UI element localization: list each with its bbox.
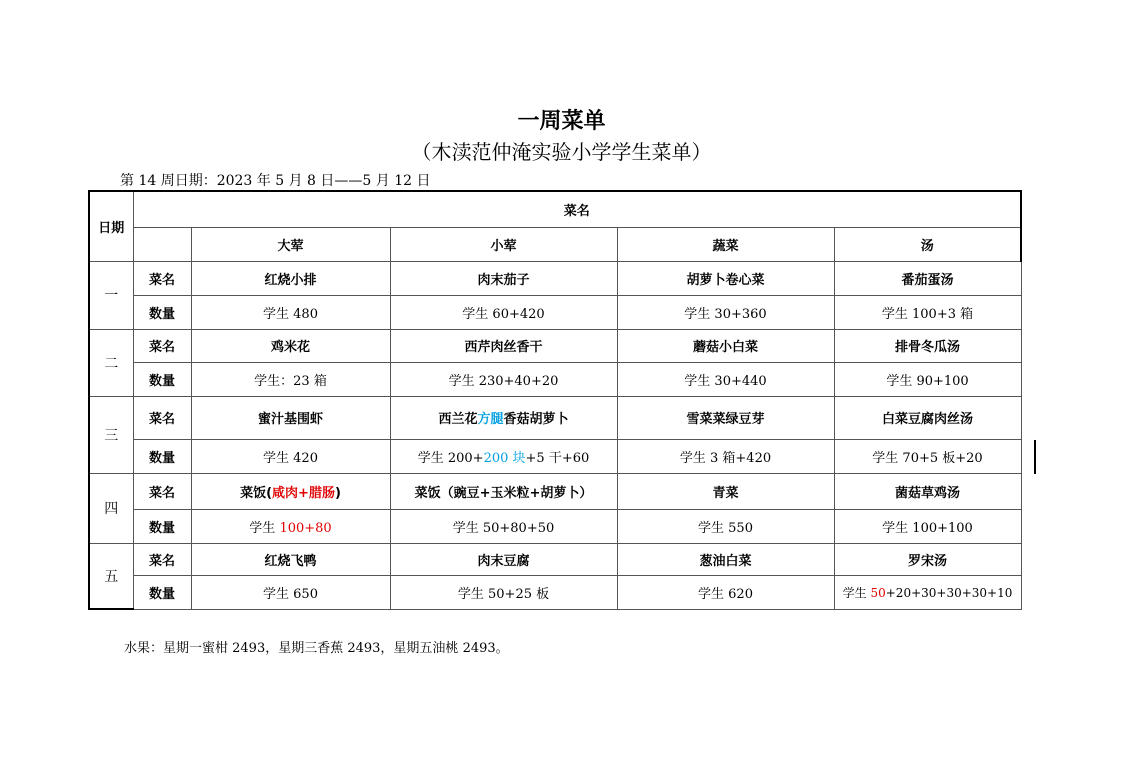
column-header-soup: 汤: [834, 227, 1021, 261]
dish-cell: 蜜汁基围虾: [191, 396, 390, 439]
fruit-line: 水果：星期一蜜柑 2493，星期三香蕉 2493，星期五油桃 2493。: [124, 641, 509, 656]
quantity-text: +20+30+30+30+10: [885, 585, 1013, 600]
dish-cell: 红烧小排: [191, 261, 390, 295]
quantity-cell: 学生 60+420: [390, 295, 617, 329]
dish-cell: 番茄蛋汤: [834, 261, 1021, 295]
row-label-dish: 菜名: [133, 329, 191, 362]
dish-cell: 菌菇草鸡汤: [834, 473, 1021, 509]
quantity-highlight-text: 200 块: [483, 450, 526, 466]
column-header-main-meat: 大荤: [191, 227, 390, 261]
quantity-cell: [834, 575, 1021, 609]
dish-cell: 雪菜菜绿豆芽: [617, 396, 834, 439]
quantity-cell: 学生 50+80+50: [390, 509, 617, 543]
quantity-cell: 学生 30+440: [617, 362, 834, 396]
quantity-cell: 学生 650: [191, 575, 390, 609]
blank-header-cell: [133, 227, 191, 261]
dish-cell: 胡萝卜卷心菜: [617, 261, 834, 295]
row-label-quantity: 数量: [133, 509, 191, 543]
dish-cell: 西芹肉丝香干: [390, 329, 617, 362]
quantity-cell: 学生 480: [191, 295, 390, 329]
row-label-dish: 菜名: [133, 473, 191, 509]
text-cursor: [1034, 440, 1036, 474]
quantity-cell: [390, 439, 617, 473]
quantity-text: 学生: [842, 585, 871, 600]
menu-header: 菜名: [133, 191, 1021, 227]
dish-cell: 白菜豆腐肉丝汤: [834, 396, 1021, 439]
week-date-line: 第 14 周日期：2023 年 5 月 8 日——5 月 12 日: [120, 173, 431, 189]
quantity-cell: 学生 230+40+20: [390, 362, 617, 396]
quantity-cell: 学生 30+360: [617, 295, 834, 329]
dish-cell: [390, 396, 617, 439]
dish-cell: 葱油白菜: [617, 543, 834, 575]
row-label-dish: 菜名: [133, 261, 191, 295]
column-header-vegetable: 蔬菜: [617, 227, 834, 261]
dish-highlight-text: 方腿: [477, 412, 504, 427]
dish-cell: [191, 473, 390, 509]
quantity-cell: 学生 100+100: [834, 509, 1021, 543]
column-header-side-meat: 小荤: [390, 227, 617, 261]
dish-cell: 排骨冬瓜汤: [834, 329, 1021, 362]
dish-highlight-text: 咸肉+腊肠: [272, 485, 335, 501]
quantity-cell: 学生 70+5 板+20: [834, 439, 1021, 473]
row-label-quantity: 数量: [133, 439, 191, 473]
day-label-thu: 四: [89, 473, 133, 543]
quantity-cell: 学生 550: [617, 509, 834, 543]
dish-text: 西兰花: [438, 412, 478, 427]
dish-text: 香菇胡萝卜: [503, 412, 569, 427]
quantity-text: 学生 200+: [417, 450, 484, 466]
day-label-wed: 三: [89, 396, 133, 473]
page-subtitle: （木渎范仲淹实验小学学生菜单）: [411, 140, 712, 164]
dish-cell: 罗宋汤: [834, 543, 1021, 575]
dish-text: 菜饭(: [240, 485, 273, 501]
quantity-text: 学生: [249, 520, 280, 536]
dish-cell: 肉末豆腐: [390, 543, 617, 575]
quantity-cell: 学生 90+100: [834, 362, 1021, 396]
quantity-cell: 学生 420: [191, 439, 390, 473]
quantity-cell: [191, 509, 390, 543]
quantity-highlight-text: 50: [870, 585, 886, 600]
weekly-menu-table: [88, 190, 1022, 610]
dish-cell: 青菜: [617, 473, 834, 509]
dish-cell: 菜饭（豌豆+玉米粒+胡萝卜）: [390, 473, 617, 509]
dish-cell: 肉末茄子: [390, 261, 617, 295]
quantity-cell: 学生 3 箱+420: [617, 439, 834, 473]
row-label-quantity: 数量: [133, 362, 191, 396]
quantity-cell: 学生：23 箱: [191, 362, 390, 396]
page-title: 一周菜单: [517, 109, 606, 134]
dish-text: ): [334, 485, 341, 501]
quantity-cell: 学生 620: [617, 575, 834, 609]
row-label-dish: 菜名: [133, 543, 191, 575]
dish-cell: 红烧飞鸭: [191, 543, 390, 575]
day-label-fri: 五: [89, 543, 133, 609]
row-label-quantity: 数量: [133, 295, 191, 329]
dish-cell: 鸡米花: [191, 329, 390, 362]
row-label-quantity: 数量: [133, 575, 191, 609]
quantity-cell: 学生 100+3 箱: [834, 295, 1021, 329]
day-label-mon: 一: [89, 261, 133, 329]
quantity-cell: 学生 50+25 板: [390, 575, 617, 609]
quantity-highlight-text: 100+80: [279, 520, 332, 536]
day-label-tue: 二: [89, 329, 133, 396]
row-label-dish: 菜名: [133, 396, 191, 439]
date-header: 日期: [89, 191, 133, 261]
quantity-text: +5 干+60: [525, 450, 590, 466]
dish-cell: 蘑菇小白菜: [617, 329, 834, 362]
